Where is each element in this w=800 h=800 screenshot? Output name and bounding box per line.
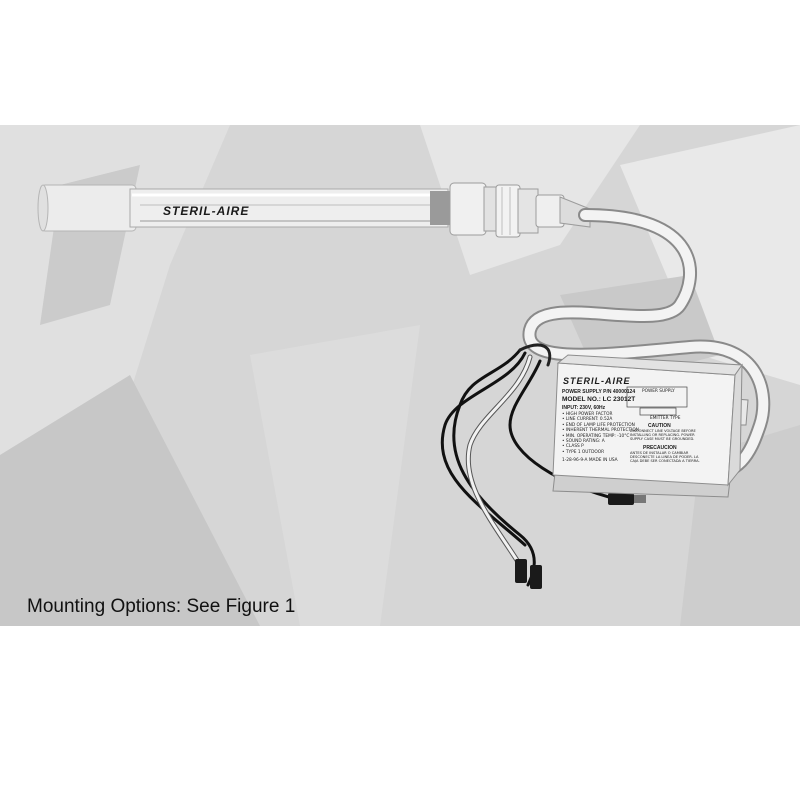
- ballast-precaution-title: PRECAUCION: [643, 445, 677, 451]
- ballast-spec-line: • LINE CURRENT: 0.52A: [562, 417, 613, 423]
- ballast-caution-text: DISCONNECT LINE VOLTAGE BEFORE INSTALLING OR REPLACING. POWER SUPPLY CASE MUST BE GROUNDED.: [630, 429, 696, 442]
- ballast-precaution-text: ANTES DE INSTALAR O CAMBIAR DESCONECTE LA LINEA DE PODER. LA CAJA DEBE SER CONECTADA A TIERRA.: [630, 451, 700, 464]
- ballast-spec-line: • CLASS P: [562, 444, 584, 450]
- product-illustration: [0, 125, 800, 626]
- ballast-spec-line: • INHERENT THERMAL PROTECTION: [562, 428, 639, 434]
- wire-terminals: [515, 493, 646, 589]
- ballast-model-number: MODEL NO.: LC 23012T: [562, 396, 636, 403]
- ballast-part-number: POWER SUPPLY P/N 40000124: [562, 389, 636, 395]
- ballast-spec-line: • TYPE 1 OUTDOOR: [562, 449, 605, 455]
- ballast-brand-label: STERIL-AIRE: [563, 376, 631, 386]
- ballast-spec-line: • MIN. OPERATING TEMP: -10°C: [562, 433, 630, 439]
- lamp-brand-label: STERIL-AIRE: [163, 204, 250, 218]
- ballast-spec-line: • END OF LAMP LIFE PROTECTION: [562, 422, 635, 428]
- ballast-spec-list: [562, 412, 639, 455]
- figure-caption: Mounting Options: See Figure 1: [27, 596, 296, 617]
- ballast-spec-line: • SOUND RATING: A: [562, 439, 605, 445]
- ballast-emitter-type: EMITTER TYPE: [650, 416, 681, 421]
- ballast-caution-title: CAUTION: [648, 423, 671, 429]
- product-photo: [0, 125, 800, 626]
- ballast-input-rating: INPUT: 230V, 60Hz: [562, 405, 606, 411]
- ballast-spec-line: • HIGH POWER FACTOR: [562, 412, 613, 417]
- ballast-footer: 1-28-96-9-A MADE IN USA: [562, 458, 618, 463]
- ballast-diagram-label: POWER SUPPLY: [642, 389, 675, 394]
